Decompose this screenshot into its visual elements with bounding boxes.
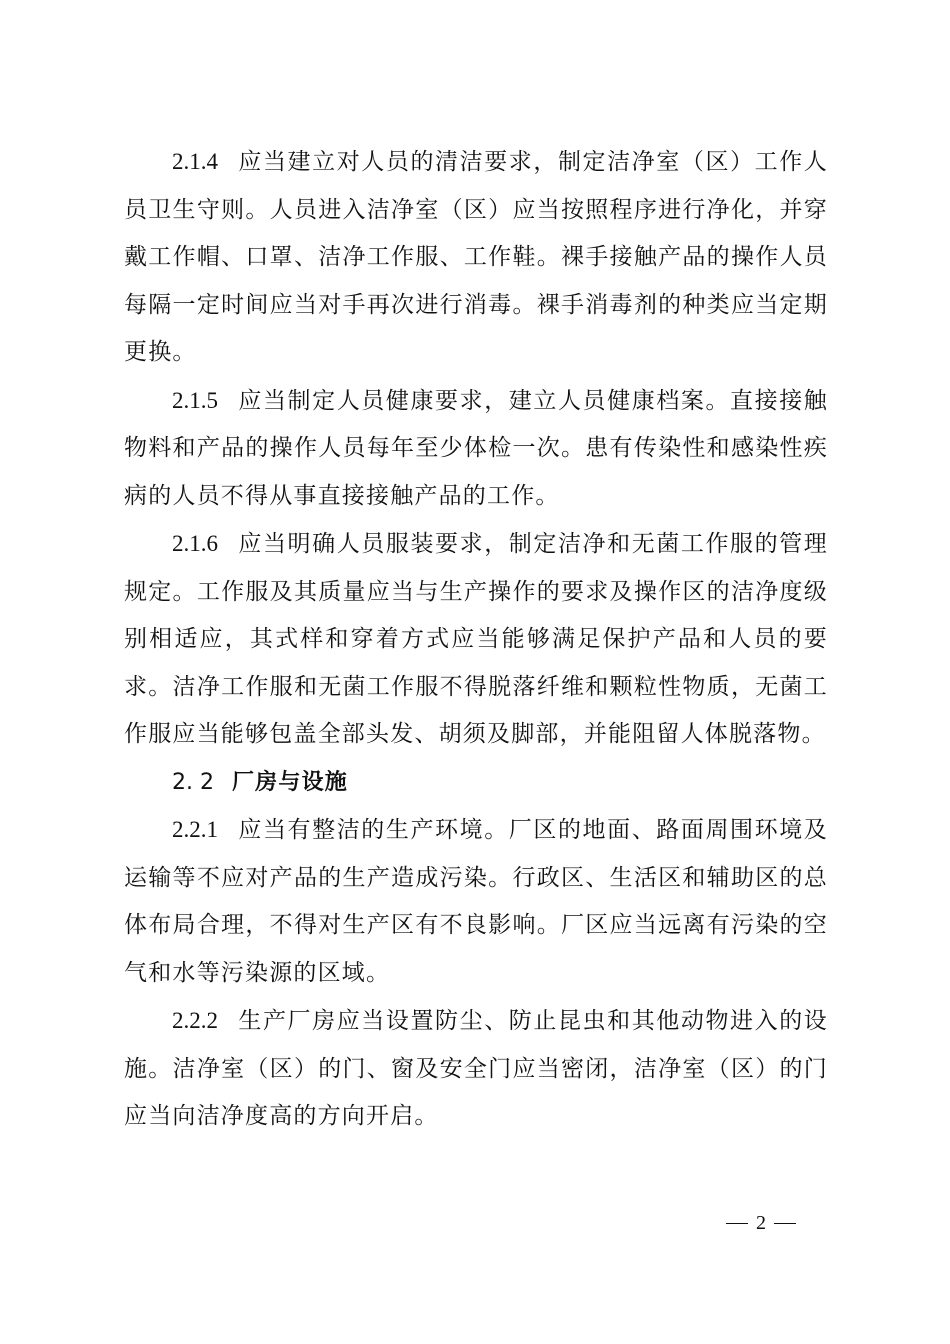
clause-text: 应当明确人员服装要求，制定洁净和无菌工作服的管理规定。工作服及其质量应当与生产操作的要求及操作区的洁净度级别相适应，其式样和穿着方式应当能够满足保护产品和人员的要求。洁净工作服和无菌工作服不得脱落纤维和颗粒性物质，无菌工作服应当能够包盖全部头发、胡须及脚部，并能阻留人体脱落物。	[124, 531, 828, 747]
document-body	[124, 138, 828, 1141]
clause-number: 2.1.4	[172, 149, 218, 174]
section-heading	[124, 759, 828, 807]
clause-text: 生产厂房应当设置防尘、防止昆虫和其他动物进入的设施。洁净室（区）的门、窗及安全门应当密闭，洁净室（区）的门应当向洁净度高的方向开启。	[124, 1008, 828, 1129]
paragraph-2-1-6	[124, 520, 828, 759]
clause-number: 2.1.5	[172, 387, 218, 413]
clause-number: 2.2.2	[172, 1008, 218, 1033]
clause-text: 应当建立对人员的清洁要求，制定洁净室（区）工作人员卫生守则。人员进入洁净室（区）应当按照程序进行净化，并穿戴工作帽、口罩、洁净工作服、工作鞋。裸手接触产品的操作人员每隔一定时间应当对手再次进行消毒。裸手消毒剂的种类应当定期更换。	[124, 149, 828, 365]
paragraph-2-2-2	[124, 997, 828, 1141]
clause-text: 应当制定人员健康要求，建立人员健康档案。直接接触物料和产品的操作人员每年至少体检一次。患有传染性和感染性疾病的人员不得从事直接接触产品的工作。	[124, 387, 828, 509]
page-footer	[726, 1212, 806, 1235]
section-title: 厂房与设施	[231, 769, 348, 795]
clause-text: 应当有整洁的生产环境。厂区的地面、路面周围环境及运输等不应对产品的生产造成污染。行政区、生活区和辅助区的总体布局合理，不得对生产区有不良影响。厂区应当远离有污染的空气和水等污染源的区域。	[124, 817, 828, 986]
page-number: 2	[756, 1212, 766, 1234]
paragraph-2-1-5	[124, 377, 828, 521]
clause-number: 2.2.1	[172, 817, 218, 842]
footer-dash-right	[774, 1223, 796, 1224]
clause-number: 2.1.6	[172, 531, 218, 556]
paragraph-2-2-1	[124, 806, 828, 997]
paragraph-2-1-4	[124, 138, 828, 377]
section-number: 2. 2	[172, 769, 214, 795]
footer-dash-left	[726, 1223, 748, 1224]
